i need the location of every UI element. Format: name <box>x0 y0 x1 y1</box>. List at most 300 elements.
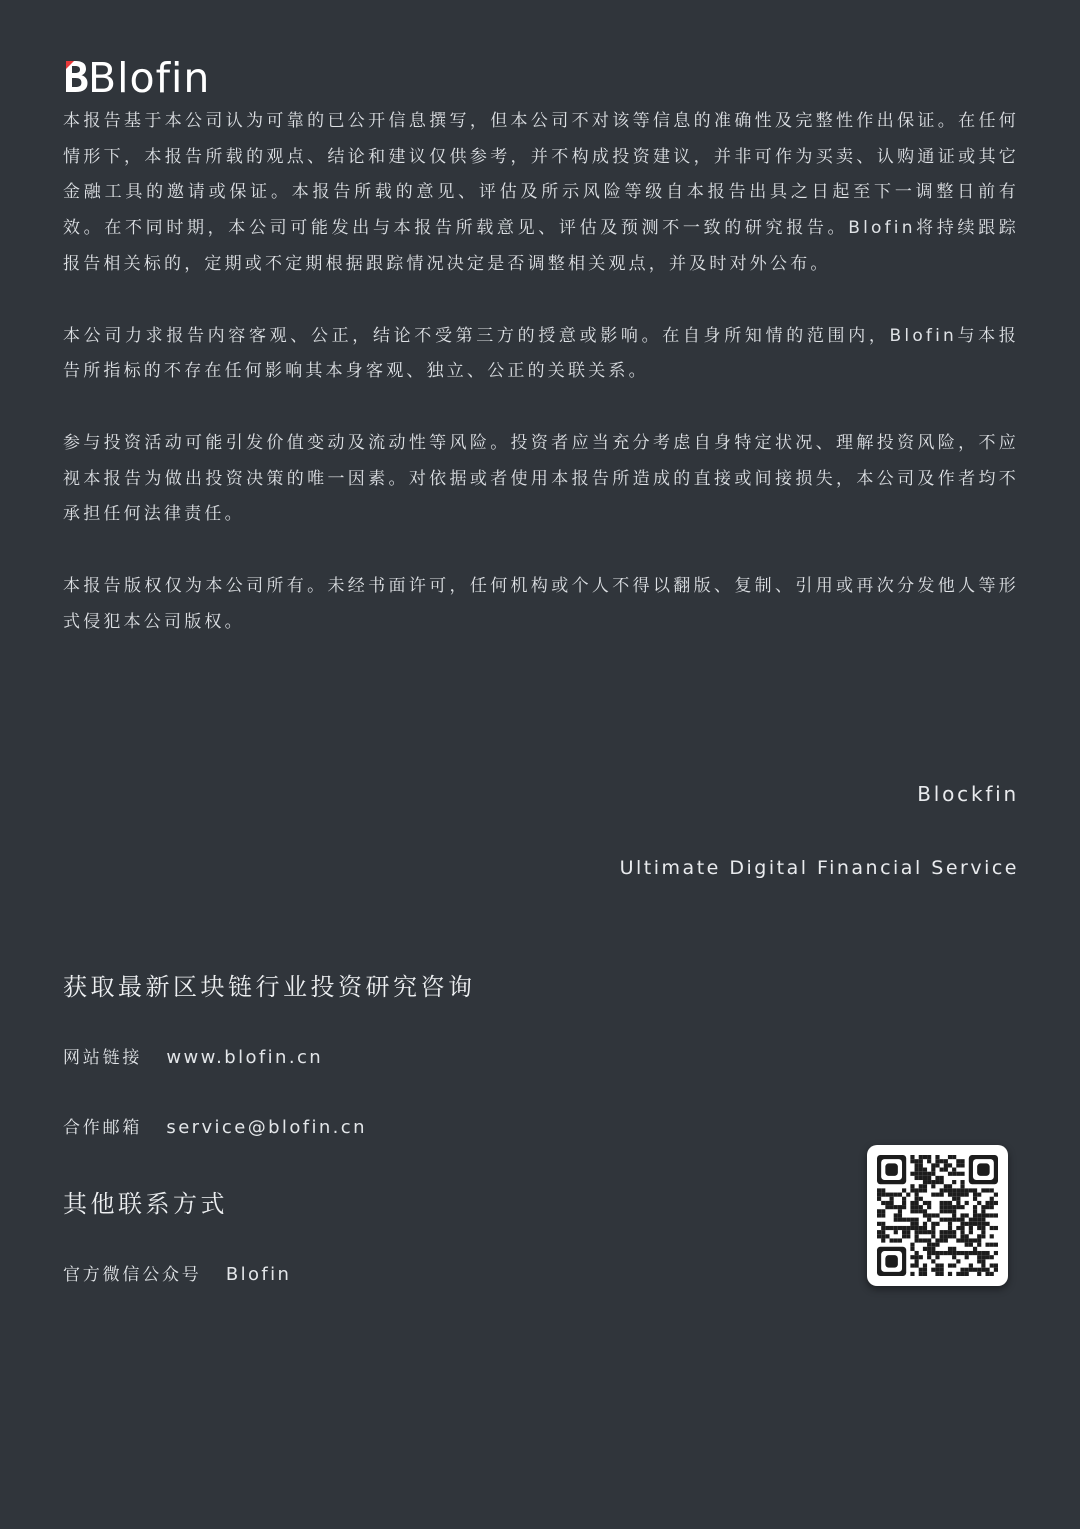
qr-module <box>890 1226 894 1230</box>
qr-module <box>910 1243 914 1247</box>
email-row <box>63 1113 367 1138</box>
qr-module <box>981 1259 985 1263</box>
qr-module <box>894 1213 898 1217</box>
qr-module <box>877 1209 881 1213</box>
qr-module <box>910 1226 914 1230</box>
qr-module <box>923 1184 927 1188</box>
qr-module <box>906 1193 910 1197</box>
qr-module <box>923 1268 927 1272</box>
qr-module <box>877 1193 881 1197</box>
qr-module <box>919 1268 923 1272</box>
qr-module <box>969 1238 973 1242</box>
qr-module <box>960 1205 964 1209</box>
qr-finder-pattern <box>977 1163 990 1176</box>
qr-module <box>981 1234 985 1238</box>
qr-module <box>948 1234 952 1238</box>
qr-module <box>910 1218 914 1222</box>
website-link[interactable]: www.blofin.cn <box>166 1047 324 1068</box>
qr-module <box>948 1184 952 1188</box>
qr-module <box>948 1230 952 1234</box>
qr-module <box>927 1230 931 1234</box>
qr-module <box>948 1163 952 1167</box>
qr-module <box>969 1188 973 1192</box>
qr-module <box>931 1234 935 1238</box>
qr-module <box>910 1201 914 1205</box>
qr-module <box>965 1272 969 1276</box>
qr-module <box>915 1209 919 1213</box>
qr-module <box>990 1243 994 1247</box>
qr-module <box>915 1222 919 1226</box>
qr-module <box>952 1255 956 1259</box>
qr-module <box>952 1213 956 1217</box>
qr-module <box>944 1188 948 1192</box>
qr-module <box>919 1163 923 1167</box>
qr-module <box>931 1251 935 1255</box>
qr-module <box>990 1234 994 1238</box>
blofin-logo <box>64 52 211 102</box>
qr-module <box>877 1230 881 1234</box>
qr-module <box>931 1193 935 1197</box>
qr-module <box>877 1234 881 1238</box>
qr-module <box>973 1197 977 1201</box>
qr-module <box>944 1234 948 1238</box>
qr-module <box>940 1180 944 1184</box>
qr-module <box>960 1180 964 1184</box>
qr-module <box>915 1230 919 1234</box>
qr-module <box>931 1243 935 1247</box>
qr-module <box>981 1226 985 1230</box>
qr-module <box>956 1251 960 1255</box>
qr-module <box>931 1268 935 1272</box>
qr-module <box>894 1226 898 1230</box>
qr-module <box>885 1201 889 1205</box>
qr-module <box>923 1180 927 1184</box>
qr-module <box>981 1213 985 1217</box>
qr-module <box>940 1238 944 1242</box>
qr-module <box>902 1218 906 1222</box>
qr-module <box>902 1230 906 1234</box>
qr-module <box>915 1251 919 1255</box>
qr-module <box>944 1163 948 1167</box>
disclaimer-paragraph: 本报告基于本公司认为可靠的已公开信息撰写，但本公司不对该等信息的准确性及完整性作出保证。在任何情形下，本报告所载的观点、结论和建议仅供参考，并不构成投资建议，并非可作为买卖、认购通证或其它金融工具的邀请或保证。本报告所载的意见、评估及所示风险等级自本报告出具之日起至下一调整日前有效。在不同时期，本公司可能发出与本报告所载意见、评估及预测不一致的研究报告。Blofin将持续跟踪报告相关标的，定期或不定期根据跟踪情况决定是否调整相关观点，并及时对外公布。 <box>63 111 1019 274</box>
qr-module <box>952 1251 956 1255</box>
qr-module <box>990 1197 994 1201</box>
qr-module <box>956 1218 960 1222</box>
qr-module <box>981 1209 985 1213</box>
qr-module <box>910 1184 914 1188</box>
qr-module <box>923 1272 927 1276</box>
email-link[interactable]: service@blofin.cn <box>166 1117 367 1138</box>
qr-module <box>969 1230 973 1234</box>
qr-module <box>960 1193 964 1197</box>
qr-module <box>965 1243 969 1247</box>
other-contact-title: 其他联系方式 <box>63 1190 228 1218</box>
qr-module <box>960 1251 964 1255</box>
qr-module <box>915 1259 919 1263</box>
qr-module <box>902 1226 906 1230</box>
qr-module <box>960 1213 964 1217</box>
qr-module <box>935 1163 939 1167</box>
qr-module <box>881 1213 885 1217</box>
qr-module <box>960 1163 964 1167</box>
qr-module <box>935 1268 939 1272</box>
qr-module <box>910 1263 914 1267</box>
qr-module <box>927 1205 931 1209</box>
qr-module <box>977 1268 981 1272</box>
qr-module <box>898 1205 902 1209</box>
qr-module <box>927 1243 931 1247</box>
qr-module <box>990 1201 994 1205</box>
qr-module <box>952 1168 956 1172</box>
qr-module <box>927 1159 931 1163</box>
qr-module <box>956 1163 960 1167</box>
qr-module <box>910 1222 914 1226</box>
qr-module <box>981 1251 985 1255</box>
qr-module <box>965 1238 969 1242</box>
qr-module <box>894 1218 898 1222</box>
qr-module <box>952 1193 956 1197</box>
qr-module <box>969 1268 973 1272</box>
qr-module <box>960 1172 964 1176</box>
qr-module <box>952 1234 956 1238</box>
qr-module <box>981 1268 985 1272</box>
qr-module <box>956 1272 960 1276</box>
qr-module <box>940 1272 944 1276</box>
qr-module <box>985 1243 989 1247</box>
qr-module <box>931 1230 935 1234</box>
qr-module <box>927 1238 931 1242</box>
qr-module <box>952 1197 956 1201</box>
qr-module <box>973 1188 977 1192</box>
qr-module <box>948 1201 952 1205</box>
qr-finder-pattern <box>885 1255 898 1268</box>
qr-module <box>935 1272 939 1276</box>
qr-module <box>956 1193 960 1197</box>
qr-module <box>915 1255 919 1259</box>
qr-module <box>960 1234 964 1238</box>
qr-module <box>940 1201 944 1205</box>
qr-module <box>952 1205 956 1209</box>
qr-module <box>977 1234 981 1238</box>
qr-module <box>956 1188 960 1192</box>
disclaimer-section <box>63 104 1019 676</box>
qr-module <box>915 1188 919 1192</box>
qr-module <box>935 1155 939 1159</box>
qr-module <box>927 1155 931 1159</box>
qr-module <box>981 1263 985 1267</box>
qr-module <box>923 1209 927 1213</box>
qr-module <box>915 1168 919 1172</box>
qr-module <box>915 1263 919 1267</box>
qr-module <box>990 1188 994 1192</box>
qr-module <box>948 1251 952 1255</box>
qr-module <box>885 1193 889 1197</box>
website-row <box>63 1043 323 1068</box>
qr-module <box>915 1197 919 1201</box>
qr-module <box>910 1255 914 1259</box>
qr-module <box>915 1159 919 1163</box>
qr-module <box>973 1268 977 1272</box>
qr-module <box>965 1255 969 1259</box>
qr-module <box>919 1205 923 1209</box>
qr-module <box>927 1218 931 1222</box>
qr-module <box>894 1230 898 1234</box>
qr-module <box>948 1272 952 1276</box>
qr-code-icon <box>877 1155 998 1276</box>
qr-module <box>973 1209 977 1213</box>
qr-module <box>881 1226 885 1230</box>
qr-module <box>890 1205 894 1209</box>
wechat-account: Blofin <box>225 1264 292 1285</box>
qr-module <box>952 1172 956 1176</box>
website-label: 网站链接 <box>63 1048 143 1068</box>
qr-module <box>973 1205 977 1209</box>
qr-module <box>919 1197 923 1201</box>
qr-module <box>923 1238 927 1242</box>
qr-module <box>935 1263 939 1267</box>
qr-module <box>910 1272 914 1276</box>
qr-module <box>944 1230 948 1234</box>
qr-module <box>994 1213 998 1217</box>
qr-module <box>948 1193 952 1197</box>
qr-module <box>923 1172 927 1176</box>
qr-module <box>985 1201 989 1205</box>
qr-module <box>902 1205 906 1209</box>
qr-module <box>965 1234 969 1238</box>
qr-module <box>898 1209 902 1213</box>
qr-module <box>923 1176 927 1180</box>
wechat-label: 官方微信公众号 <box>63 1265 202 1285</box>
qr-module <box>981 1230 985 1234</box>
qr-module <box>977 1226 981 1230</box>
qr-module <box>890 1238 894 1242</box>
qr-module <box>894 1193 898 1197</box>
qr-module <box>877 1188 881 1192</box>
qr-module <box>881 1222 885 1226</box>
qr-module <box>910 1172 914 1176</box>
qr-module <box>902 1197 906 1201</box>
qr-module <box>927 1180 931 1184</box>
qr-module <box>960 1226 964 1230</box>
qr-module <box>944 1168 948 1172</box>
qr-module <box>948 1155 952 1159</box>
qr-module <box>948 1205 952 1209</box>
qr-module <box>881 1230 885 1234</box>
qr-module <box>915 1226 919 1230</box>
qr-module <box>910 1188 914 1192</box>
qr-module <box>969 1222 973 1226</box>
qr-module <box>940 1251 944 1255</box>
qr-module <box>940 1159 944 1163</box>
qr-module <box>952 1180 956 1184</box>
qr-module <box>935 1243 939 1247</box>
qr-module <box>965 1193 969 1197</box>
qr-module <box>894 1205 898 1209</box>
qr-module <box>969 1263 973 1267</box>
qr-module <box>902 1201 906 1205</box>
qr-module <box>969 1251 973 1255</box>
qr-module <box>973 1213 977 1217</box>
qr-module <box>881 1188 885 1192</box>
qr-module <box>965 1201 969 1205</box>
qr-module <box>956 1172 960 1176</box>
qr-module <box>944 1209 948 1213</box>
contact-section-title: 获取最新区块链行业投资研究咨询 <box>63 973 476 1001</box>
qr-module <box>948 1222 952 1226</box>
qr-module <box>948 1247 952 1251</box>
qr-module <box>981 1255 985 1259</box>
qr-module <box>915 1163 919 1167</box>
qr-module <box>923 1222 927 1226</box>
qr-module <box>965 1222 969 1226</box>
qr-module <box>969 1226 973 1230</box>
qr-module <box>927 1251 931 1255</box>
qr-module <box>990 1272 994 1276</box>
qr-module <box>915 1176 919 1180</box>
qr-module <box>965 1268 969 1272</box>
qr-module <box>935 1222 939 1226</box>
qr-module <box>973 1193 977 1197</box>
qr-module <box>898 1218 902 1222</box>
qr-module <box>931 1259 935 1263</box>
qr-module <box>931 1163 935 1167</box>
qr-module <box>944 1218 948 1222</box>
qr-module <box>969 1243 973 1247</box>
qr-module <box>919 1226 923 1230</box>
qr-module <box>923 1247 927 1251</box>
qr-module <box>890 1201 894 1205</box>
qr-module <box>940 1268 944 1272</box>
qr-module <box>910 1159 914 1163</box>
qr-module <box>969 1218 973 1222</box>
qr-module <box>944 1184 948 1188</box>
qr-module <box>931 1222 935 1226</box>
qr-module <box>935 1251 939 1255</box>
qr-module <box>977 1201 981 1205</box>
qr-module <box>910 1155 914 1159</box>
qr-module <box>890 1193 894 1197</box>
signature-tagline: Ultimate Digital Financial Service <box>619 857 1019 879</box>
qr-module <box>965 1213 969 1217</box>
qr-module <box>952 1188 956 1192</box>
qr-module <box>985 1222 989 1226</box>
qr-module <box>885 1205 889 1209</box>
qr-module <box>965 1251 969 1255</box>
qr-module <box>977 1259 981 1263</box>
qr-module <box>977 1222 981 1226</box>
qr-module <box>985 1268 989 1272</box>
qr-module <box>919 1272 923 1276</box>
qr-module <box>931 1172 935 1176</box>
qr-module <box>923 1213 927 1217</box>
qr-module <box>894 1238 898 1242</box>
qr-module <box>919 1238 923 1242</box>
qr-module <box>923 1263 927 1267</box>
qr-module <box>994 1263 998 1267</box>
qr-module <box>977 1193 981 1197</box>
qr-module <box>898 1193 902 1197</box>
qr-module <box>952 1230 956 1234</box>
qr-module <box>923 1168 927 1172</box>
qr-module <box>985 1255 989 1259</box>
qr-module <box>931 1184 935 1188</box>
qr-module <box>973 1247 977 1251</box>
qr-module <box>881 1201 885 1205</box>
qr-module <box>960 1268 964 1272</box>
qr-module <box>931 1168 935 1172</box>
qr-module <box>935 1238 939 1242</box>
qr-module <box>960 1238 964 1242</box>
qr-module <box>935 1193 939 1197</box>
qr-module <box>906 1226 910 1230</box>
qr-module <box>915 1193 919 1197</box>
qr-module <box>990 1205 994 1209</box>
qr-module <box>940 1193 944 1197</box>
qr-module <box>956 1201 960 1205</box>
qr-module <box>944 1159 948 1163</box>
qr-module <box>931 1213 935 1217</box>
qr-module <box>902 1188 906 1192</box>
qr-module <box>948 1172 952 1176</box>
qr-module <box>948 1188 952 1192</box>
qr-module <box>927 1213 931 1217</box>
qr-module <box>940 1209 944 1213</box>
qr-module <box>940 1168 944 1172</box>
qr-module <box>977 1218 981 1222</box>
qr-module <box>952 1209 956 1213</box>
qr-module <box>935 1176 939 1180</box>
qr-module <box>985 1205 989 1209</box>
qr-module <box>935 1213 939 1217</box>
qr-module <box>960 1230 964 1234</box>
qr-module <box>990 1255 994 1259</box>
qr-module <box>977 1255 981 1259</box>
qr-module <box>990 1226 994 1230</box>
qr-module <box>956 1259 960 1263</box>
disclaimer-paragraph: 本公司力求报告内容客观、公正，结论不受第三方的授意或影响。在自身所知情的范围内，Blofin与本报告所指标的不存在任何影响其本身客观、独立、公正的关联关系。 <box>63 325 1019 382</box>
qr-module <box>923 1188 927 1192</box>
qr-module <box>915 1234 919 1238</box>
qr-module <box>994 1251 998 1255</box>
qr-module <box>940 1263 944 1267</box>
qr-module <box>919 1168 923 1172</box>
qr-module <box>956 1238 960 1242</box>
qr-module <box>915 1205 919 1209</box>
qr-module <box>923 1226 927 1230</box>
qr-module <box>890 1197 894 1201</box>
qr-module <box>923 1201 927 1205</box>
qr-module <box>906 1218 910 1222</box>
qr-module <box>981 1222 985 1226</box>
qr-module <box>927 1201 931 1205</box>
qr-module <box>935 1180 939 1184</box>
disclaimer-paragraph: 参与投资活动可能引发价值变动及流动性等风险。投资者应当充分考虑自身特定状况、理解投资风险，不应视本报告为做出投资决策的唯一因素。对依据或者使用本报告所造成的直接或间接损失，本公司及作者均不承担任何法律责任。 <box>63 432 1019 525</box>
qr-module <box>956 1159 960 1163</box>
qr-module <box>948 1218 952 1222</box>
qr-module <box>994 1226 998 1230</box>
qr-module <box>948 1263 952 1267</box>
qr-module <box>960 1218 964 1222</box>
qr-module <box>935 1255 939 1259</box>
qr-module <box>923 1230 927 1234</box>
qr-module <box>919 1176 923 1180</box>
qr-module <box>919 1209 923 1213</box>
qr-module <box>977 1213 981 1217</box>
qr-module <box>960 1159 964 1163</box>
qr-module <box>944 1205 948 1209</box>
qr-module <box>915 1238 919 1242</box>
qr-module <box>994 1201 998 1205</box>
